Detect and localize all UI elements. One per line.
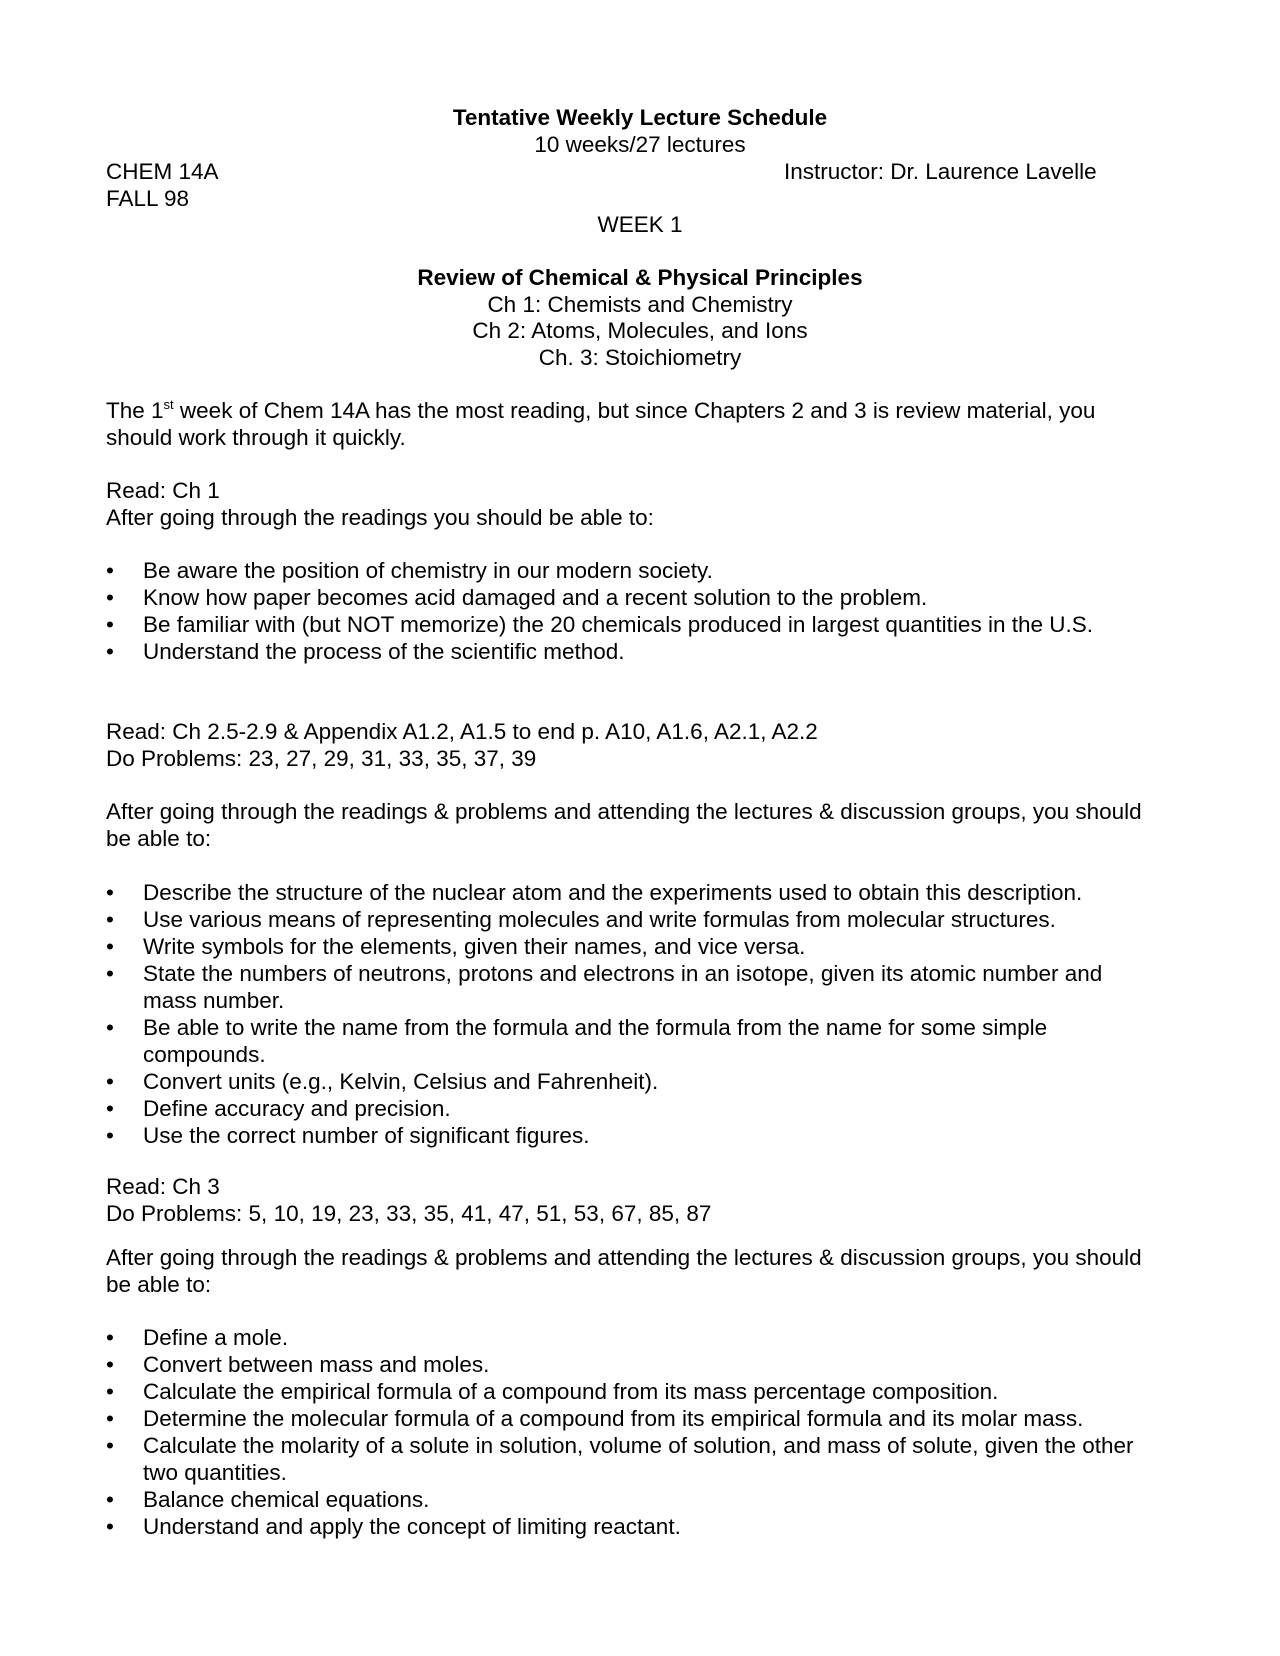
bullet-icon: • [106, 1379, 114, 1404]
list-item: • Calculate the molarity of a solute in solution, volume of solution, and mass of solute, given the other two quantities. [106, 1433, 1134, 1485]
intro-superscript: st [163, 397, 174, 412]
list-item: • Describe the structure of the nuclear atom and the experiments used to obtain this description. [106, 880, 1083, 905]
section2-lead-line-2: be able to: [106, 826, 212, 851]
list-item: • Define accuracy and precision. [106, 1096, 451, 1121]
document-subtitle: 10 weeks/27 lectures [534, 132, 746, 157]
bullet-icon: • [106, 1514, 114, 1539]
list-item: • Know how paper becomes acid damaged and a recent solution to the problem. [106, 585, 928, 610]
term-label: FALL 98 [106, 186, 189, 211]
chapter-2-label: Ch 2: Atoms, Molecules, and Ions [472, 318, 808, 343]
list-item: • Convert units (e.g., Kelvin, Celsius and Fahrenheit). [106, 1069, 659, 1094]
list-item: • Be aware the position of chemistry in our modern society. [106, 558, 713, 583]
chapter-3-label: Ch. 3: Stoichiometry [538, 345, 742, 370]
bullet-icon: • [106, 639, 114, 664]
bullet-icon: • [106, 612, 114, 637]
course-code: CHEM 14A [106, 159, 219, 184]
intro-paragraph-line-1 [106, 397, 1186, 424]
bullet-icon: • [106, 1406, 114, 1431]
list-item: • Determine the molecular formula of a compound from its empirical formula and its molar mass. [106, 1406, 1084, 1431]
list-item: • Understand the process of the scientific method. [106, 639, 625, 664]
list-item: • Use various means of representing molecules and write formulas from molecular structures. [106, 907, 1056, 932]
bullet-icon: • [106, 880, 114, 905]
bullet-icon: • [106, 1487, 114, 1512]
list-item: • Understand and apply the concept of limiting reactant. [106, 1514, 681, 1539]
section1-lead: After going through the readings you should be able to: [106, 505, 654, 530]
topic-title: Review of Chemical & Physical Principles [417, 265, 863, 290]
bullet-icon: • [106, 585, 114, 610]
section2-read: Read: Ch 2.5-2.9 & Appendix A1.2, A1.5 to end p. A10, A1.6, A2.1, A2.2 [106, 719, 818, 744]
document-title: Tentative Weekly Lecture Schedule [452, 105, 828, 130]
bullet-icon: • [106, 1325, 114, 1350]
list-item: • Balance chemical equations. [106, 1487, 430, 1512]
list-item: • Convert between mass and moles. [106, 1352, 490, 1377]
bullet-icon: • [106, 1069, 114, 1094]
bullet-icon: • [106, 1015, 114, 1040]
bullet-icon: • [106, 907, 114, 932]
section3-lead-line-1: After going through the readings & problems and attending the lectures & discussion groups, you should [106, 1245, 1142, 1270]
section3-read: Read: Ch 3 [106, 1174, 220, 1199]
list-item: • State the numbers of neutrons, protons and electrons in an isotope, given its atomic number and mass number. [106, 961, 1103, 1013]
bullet-icon: • [106, 1096, 114, 1121]
list-item: • Use the correct number of significant figures. [106, 1123, 590, 1148]
bullet-icon: • [106, 1123, 114, 1148]
list-item: • Write symbols for the elements, given their names, and vice versa. [106, 934, 806, 959]
section1-objectives-list [106, 557, 1093, 665]
section3-problems: Do Problems: 5, 10, 19, 23, 33, 35, 41, 47, 51, 53, 67, 85, 87 [106, 1201, 712, 1226]
list-item: • Be able to write the name from the formula and the formula from the name for some simple compounds. [106, 1015, 1048, 1067]
bullet-icon: • [106, 1352, 114, 1377]
instructor-name: Instructor: Dr. Laurence Lavelle [784, 159, 1097, 184]
section2-problems: Do Problems: 23, 27, 29, 31, 33, 35, 37, 39 [106, 746, 537, 771]
week-label: WEEK 1 [597, 212, 683, 237]
bullet-icon: • [106, 558, 114, 583]
bullet-icon: • [106, 934, 114, 959]
bullet-icon: • [106, 1433, 114, 1458]
bullet-icon: • [106, 961, 114, 986]
section2-objectives-list [106, 879, 1102, 1149]
intro-prefix: The 1 [106, 398, 164, 423]
list-item: • Be familiar with (but NOT memorize) the 20 chemicals produced in largest quantities in the U.S. [106, 612, 1093, 637]
intro-line-1-rest: week of Chem 14A has the most reading, but since Chapters 2 and 3 is review material, you [173, 398, 1096, 423]
section1-read: Read: Ch 1 [106, 478, 220, 503]
list-item: • Define a mole. [106, 1325, 289, 1350]
section3-objectives-list [106, 1324, 1134, 1540]
chapter-1-label: Ch 1: Chemists and Chemistry [487, 292, 793, 317]
intro-paragraph-line-2: should work through it quickly. [106, 425, 406, 450]
section3-lead-line-2: be able to: [106, 1272, 212, 1297]
section2-lead-line-1: After going through the readings & problems and attending the lectures & discussion groups, you should [106, 799, 1142, 824]
list-item: • Calculate the empirical formula of a compound from its mass percentage composition. [106, 1379, 999, 1404]
